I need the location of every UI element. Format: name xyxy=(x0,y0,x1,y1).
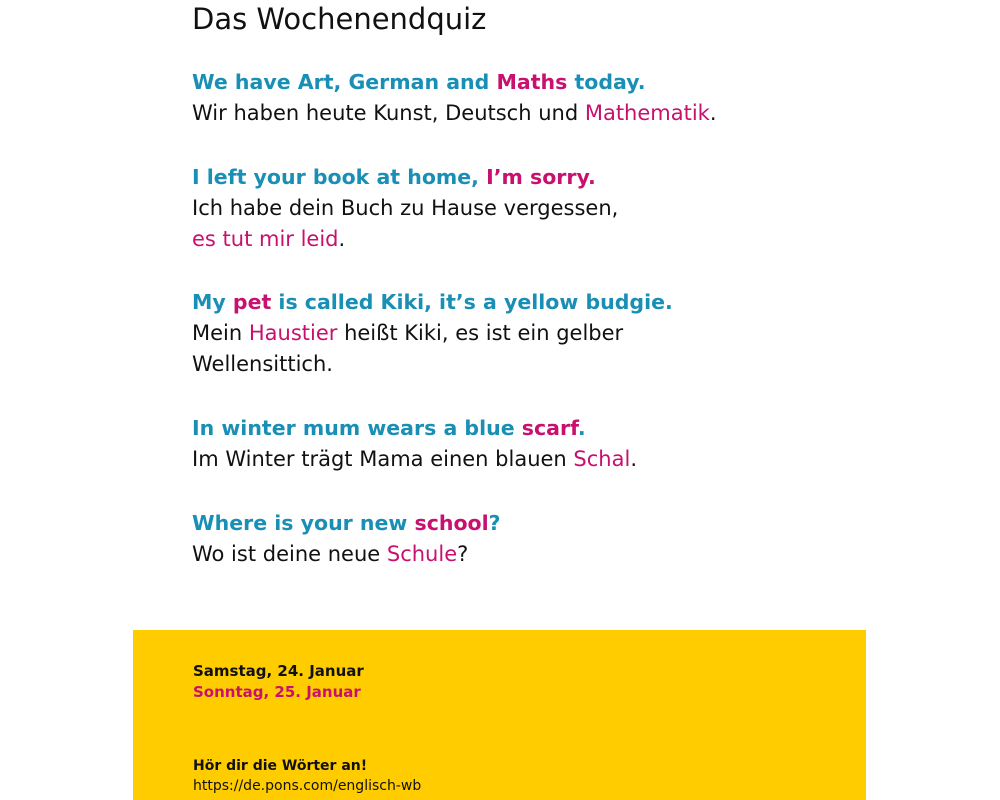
english-text: . xyxy=(577,416,586,440)
english-highlight: I’m sorry. xyxy=(486,165,596,189)
english-sentence xyxy=(192,507,832,539)
german-translation xyxy=(192,318,832,380)
english-highlight: Maths xyxy=(496,70,568,94)
german-line xyxy=(192,318,832,349)
german-line xyxy=(192,444,832,475)
german-translation xyxy=(192,98,832,129)
german-highlight: es tut mir leid xyxy=(192,227,339,251)
listen-label: Hör dir die Wörter an! xyxy=(193,758,368,774)
quiz-entry-5 xyxy=(192,507,832,570)
german-translation xyxy=(192,444,832,475)
english-sentence xyxy=(192,161,832,193)
footer-info-box xyxy=(133,630,866,800)
german-line xyxy=(192,539,832,570)
german-text: heißt Kiki, es ist ein gelber xyxy=(337,321,624,345)
german-highlight: Haustier xyxy=(248,321,338,345)
quiz-dates xyxy=(193,661,364,703)
german-text: . xyxy=(630,447,637,471)
english-text: today. xyxy=(567,70,646,94)
quiz-entry-3 xyxy=(192,286,832,380)
german-text: . xyxy=(709,101,717,125)
quiz-entry-1 xyxy=(192,66,832,129)
english-sentence xyxy=(192,66,832,98)
quiz-entry-2 xyxy=(192,161,832,255)
quiz-entry-4 xyxy=(192,412,832,475)
german-line xyxy=(192,349,832,380)
german-line xyxy=(192,193,832,224)
english-highlight: school xyxy=(414,511,489,535)
german-text: ? xyxy=(457,542,469,566)
english-text: Where is your new xyxy=(192,511,415,535)
german-highlight: Schule xyxy=(386,542,458,566)
german-translation xyxy=(192,539,832,570)
english-text: I left your book at home, xyxy=(192,165,487,189)
english-text: In winter mum wears a blue xyxy=(192,416,522,440)
english-sentence xyxy=(192,286,832,318)
german-text: Im Winter trägt Mama einen blauen xyxy=(192,447,574,471)
german-highlight: Mathematik xyxy=(584,101,710,125)
german-text: Ich habe dein Buch zu Hause vergessen, xyxy=(192,196,619,220)
german-highlight: Schal xyxy=(573,447,631,471)
german-text: Mein xyxy=(192,321,249,345)
german-text: Wellensittich. xyxy=(192,352,333,376)
german-line xyxy=(192,224,832,255)
english-highlight: scarf xyxy=(521,416,578,440)
english-text: is called Kiki, it’s a yellow budgie. xyxy=(271,290,673,314)
german-line xyxy=(192,98,832,129)
german-text: Wo ist deine neue xyxy=(192,542,387,566)
english-highlight: pet xyxy=(232,290,272,314)
listen-section xyxy=(193,756,421,796)
sunday-date: Sonntag, 25. Januar xyxy=(193,683,361,701)
english-sentence xyxy=(192,412,832,444)
english-text: We have Art, German and xyxy=(192,70,497,94)
german-text: Wir haben heute Kunst, Deutsch und xyxy=(192,101,585,125)
english-text: My xyxy=(192,290,233,314)
saturday-date: Samstag, 24. Januar xyxy=(193,662,364,680)
listen-link[interactable]: https://de.pons.com/englisch-wb xyxy=(193,778,422,794)
english-text: ? xyxy=(488,511,501,535)
page-title: Das Wochenendquiz xyxy=(192,2,487,36)
german-translation xyxy=(192,193,832,255)
german-text: . xyxy=(338,227,346,251)
